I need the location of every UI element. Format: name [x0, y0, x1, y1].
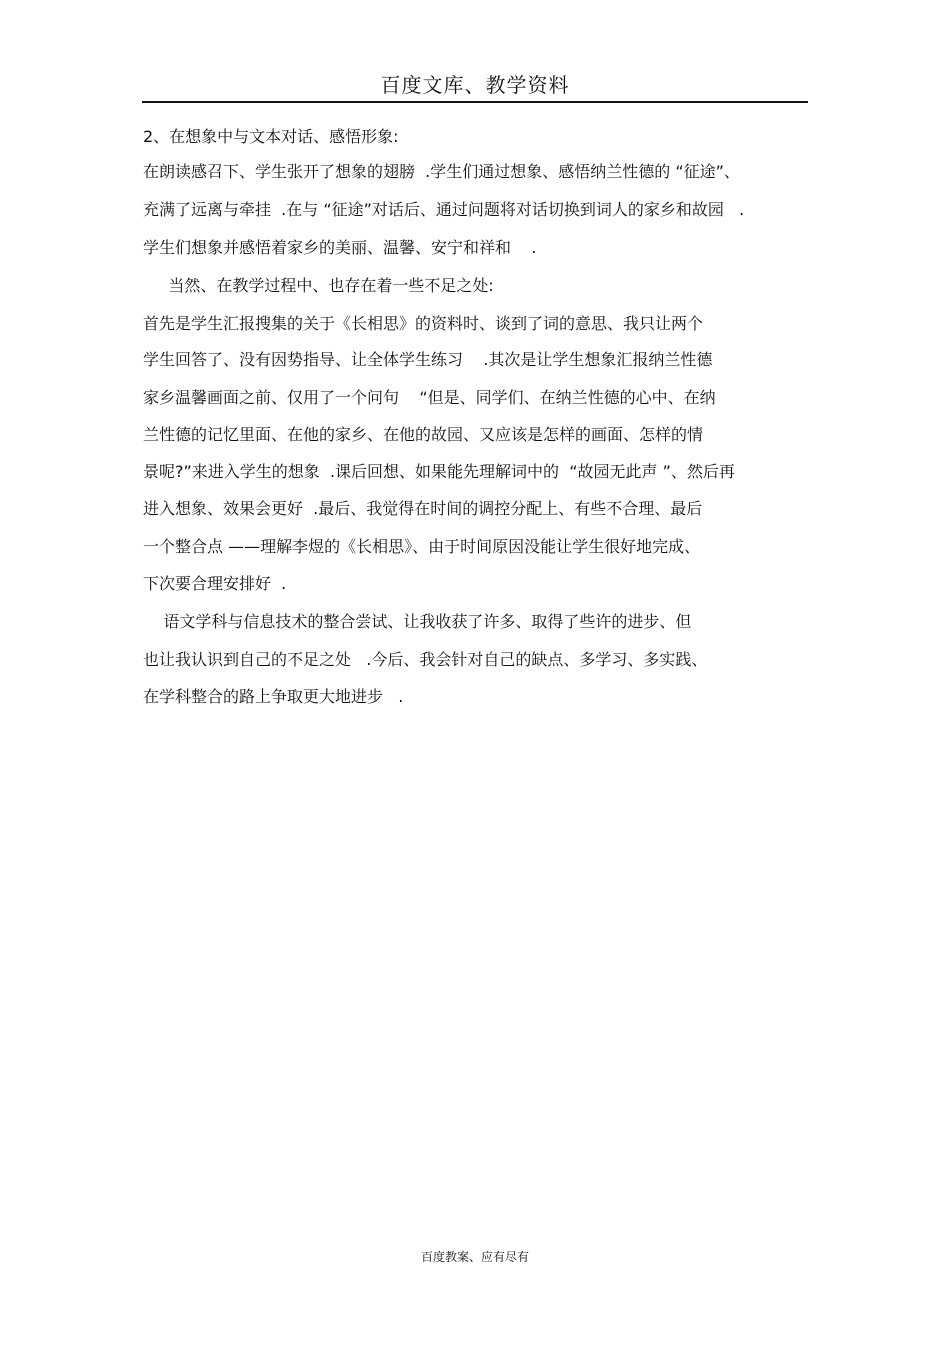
body-line-8: 家乡温馨画面之前、仅用了一个问句 “但是、同学们、在纳兰性德的心中、在纳 — [143, 388, 716, 407]
header-divider — [142, 101, 808, 103]
body-line-9: 兰性德的记忆里面、在他的家乡、在他的故园、又应该是怎样的画面、怎样的情 — [143, 425, 704, 444]
page-header-title: 百度文库、教学资料 — [380, 73, 570, 97]
body-line-14: 语文学科与信息技术的整合尝试、让我收获了许多、取得了些许的进步、但 — [143, 612, 692, 631]
body-line-12: 一个整合点 ——理解李煜的《长相思》、由于时间原因没能让学生很好地完成、 — [143, 537, 701, 556]
body-line-15: 也让我认识到自己的不足之处 .今后、我会针对自己的缺点、多学习、多实践、 — [143, 650, 708, 669]
body-line-4: 学生们想象并感悟着家乡的美丽、温馨、安宁和祥和 . — [143, 238, 537, 257]
body-line-13: 下次要合理安排好 . — [143, 574, 287, 593]
body-line-11: 进入想象、效果会更好 .最后、我觉得在时间的调控分配上、有些不合理、最后 — [143, 499, 703, 518]
body-line-6: 首先是学生汇报搜集的关于《长相思》的资料时、谈到了词的意思、我只让两个 — [143, 314, 704, 333]
page-footer: 百度教案、应有尽有 — [420, 1250, 529, 1264]
body-line-5: 当然、在教学过程中、也存在着一些不足之处: — [143, 276, 494, 295]
body-line-2: 在朗读感召下、学生张开了想象的翅膀 .学生们通过想象、感悟纳兰性德的 “征途”、 — [143, 162, 740, 181]
body-line-10: 景呢?”来进入学生的想象 .课后回想、如果能先理解词中的 “故园无此声 ”、然后再 — [143, 462, 735, 481]
body-line-7: 学生回答了、没有因势指导、让全体学生练习 .其次是让学生想象汇报纳兰性德 — [143, 350, 713, 369]
body-line-1: 2、在想象中与文本对话、感悟形象: — [143, 127, 399, 146]
body-line-16: 在学科整合的路上争取更大地进步 . — [143, 687, 404, 706]
body-line-3: 充满了远离与牵挂 .在与 “征途”对话后、通过问题将对话切换到词人的家乡和故园 . — [143, 200, 745, 219]
